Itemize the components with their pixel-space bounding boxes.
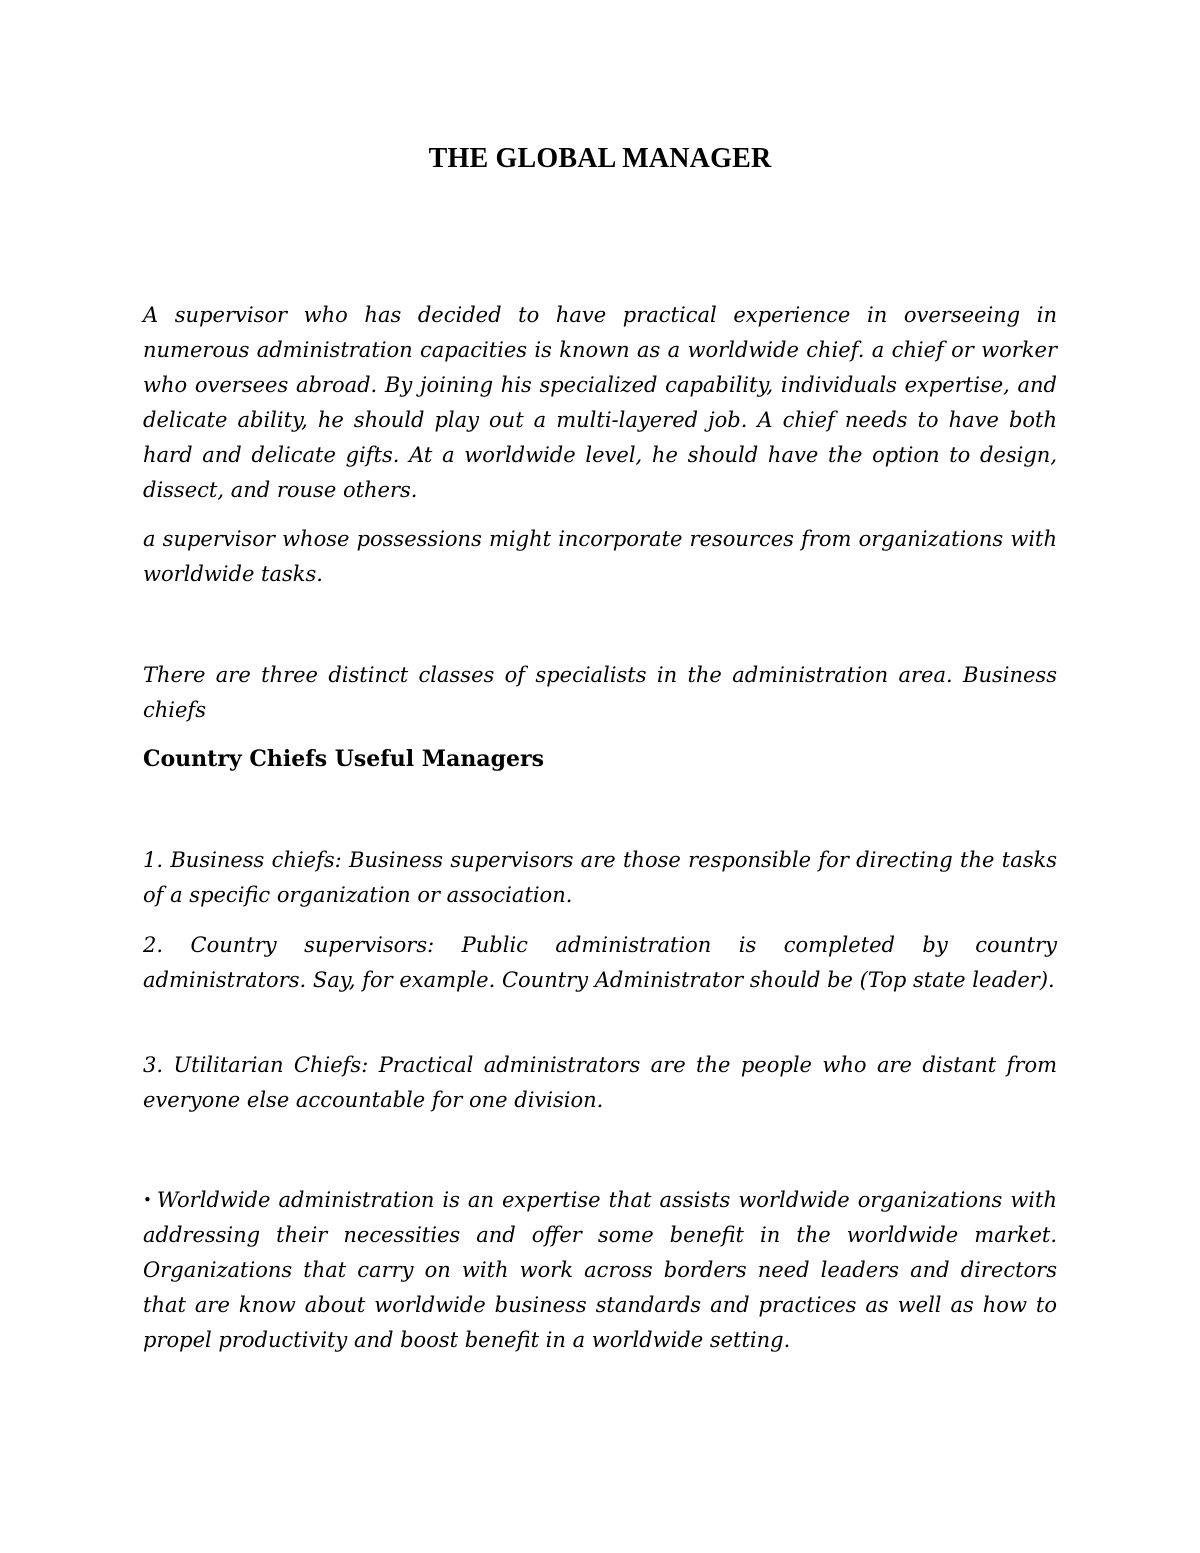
- classes-paragraph: There are three distinct classes of specialists in the administration area. Business chiefs: [143, 663, 1057, 722]
- document-title: THE GLOBAL MANAGER: [428, 143, 772, 174]
- intro-paragraph: A supervisor who has decided to have practical experience in overseeing in numerous administration capacities is known as a worldwide chief. a chief or worker who oversees abroad. By joining his specialized capability, individuals expertise, and delicate ability, he should play out a multi-layered job. A chief needs to have both hard and delicate gifts. At a worldwide level, he should have the option to design, dissect, and rouse others.: [143, 303, 1057, 502]
- bullet-paragraph: [143, 1183, 1057, 1358]
- list-item-business-chiefs: 1. Business chiefs: Business supervisors are those responsible for directing the tasks of a specific organization or association.: [143, 848, 1057, 907]
- section-subheading: Country Chiefs Useful Managers: [143, 746, 544, 772]
- list-item-country-supervisors: 2. Country supervisors: Public administration is completed by country administrators. Say, for example. Country Administrator should be (Top state leader).: [143, 933, 1057, 992]
- list-item-utilitarian-chiefs: 3. Utilitarian Chiefs: Practical administrators are the people who are distant from everyone else accountable for one division.: [143, 1053, 1057, 1112]
- bullet-icon: •: [143, 1191, 152, 1209]
- bullet-paragraph-text: Worldwide administration is an expertise that assists worldwide organizations with addressing their necessities and offer some benefit in the worldwide market. Organizations that carry on with work across borders need leaders and directors that are know about worldwide business standards and practices as well as how to propel productivity and boost benefit in a worldwide setting.: [143, 1188, 1057, 1352]
- second-paragraph: a supervisor whose possessions might incorporate resources from organizations with worldwide tasks.: [143, 527, 1057, 586]
